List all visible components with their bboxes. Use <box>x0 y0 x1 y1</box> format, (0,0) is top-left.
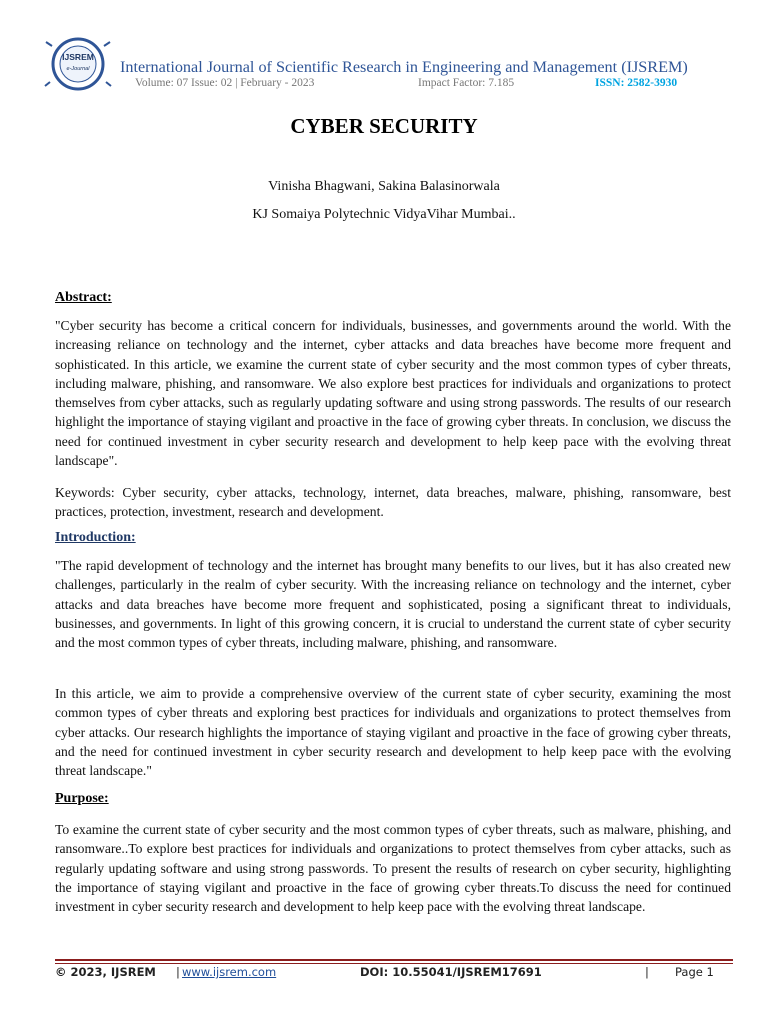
affiliation: KJ Somaiya Polytechnic VidyaVihar Mumbai.. <box>252 207 516 222</box>
introduction-paragraph-2: In this article, we aim to provide a comprehensive overview of the current state of cyber security, examining the most common types of cyber threats and exploring best practices for individuals and organizations to protect themselves from cyber attacks. Our research highlights the importance of staying vigilant and proactive in the face of growing cyber threats, and the need for continued investment in cyber security research and development to help keep pace with the evolving threat landscape." <box>55 686 731 779</box>
introduction-paragraph-1: "The rapid development of technology and the internet has brought many benefits to our lives, but it has also created new challenges, particularly in the realm of cyber security. With the increasing reliance on technology and the internet, cyber attacks and data breaches have become more frequent and sophisticated, posing a significant threat to individuals, businesses, and governments. In light of this growing concern, it is crucial to understand the current state of cyber security and the most common types of cyber threats, including malware, phishing, and ransomware. <box>55 558 731 651</box>
footer-copyright: © 2023, IJSREM <box>55 965 156 979</box>
issn: ISSN: 2582-3930 <box>595 77 678 89</box>
abstract-heading: Abstract: <box>55 290 112 305</box>
purpose-text: To examine the current state of cyber security and the most common types of cyber threats, such as malware, phishing, and ransomware..To explore best practices for individuals and organizations to protect themselves from cyber attacks, such as regularly updating software and using strong passwords. To present the results of research on cyber security, highlighting the importance of staying vigilant and proactive in the face of growing cyber threats.To discuss the need for continued investment in cyber security research and development to help keep pace with the evolving threat landscape. <box>55 822 731 915</box>
introduction-heading: Introduction: <box>55 530 136 545</box>
ijsrem-logo <box>44 36 112 92</box>
footer-rule-thin <box>55 963 733 964</box>
footer-doi: DOI: 10.55041/IJSREM17691 <box>360 965 542 979</box>
impact-factor: Impact Factor: 7.185 <box>418 77 515 89</box>
authors: Vinisha Bhagwani, Sakina Balasinorwala <box>268 179 500 194</box>
abstract-text: "Cyber security has become a critical concern for individuals, businesses, and governments around the world. With the increasing reliance on technology and the internet, cyber attacks and data breaches have become more frequent and sophisticated. In this article, we examine the current state of cyber security and the most common types of cyber threats, including malware, phishing, and ransomware. We also explore best practices for individuals and organizations to protect themselves from cyber attacks, such as regularly updating software and using strong passwords. The results of our research highlight the importance of staying vigilant and proactive in the face of growing cyber threats. In conclusion, we discuss the need for continued investment in cyber security research and development to help keep pace with the evolving threat landscape". <box>55 318 731 469</box>
footer-separator: | <box>176 965 180 979</box>
volume-issue: Volume: 07 Issue: 02 | February - 2023 <box>135 77 315 89</box>
footer-website-link[interactable]: www.ijsrem.com <box>182 965 277 979</box>
footer-page-number: Page 1 <box>675 965 714 979</box>
footer-separator: | <box>645 965 649 979</box>
keywords: Keywords: Cyber security, cyber attacks, technology, internet, data breaches, malware, phishing, ransomware, best practices, protection, investment, research and development. <box>55 485 731 520</box>
footer-rule <box>55 959 733 961</box>
purpose-heading: Purpose: <box>55 791 109 806</box>
paper-title: CYBER SECURITY <box>290 114 478 138</box>
logo-text-top: IJSREM <box>62 52 94 62</box>
journal-title: International Journal of Scientific Research in Engineering and Management (IJSREM) <box>120 58 688 76</box>
logo-text-mid: e-Journal <box>66 66 90 72</box>
